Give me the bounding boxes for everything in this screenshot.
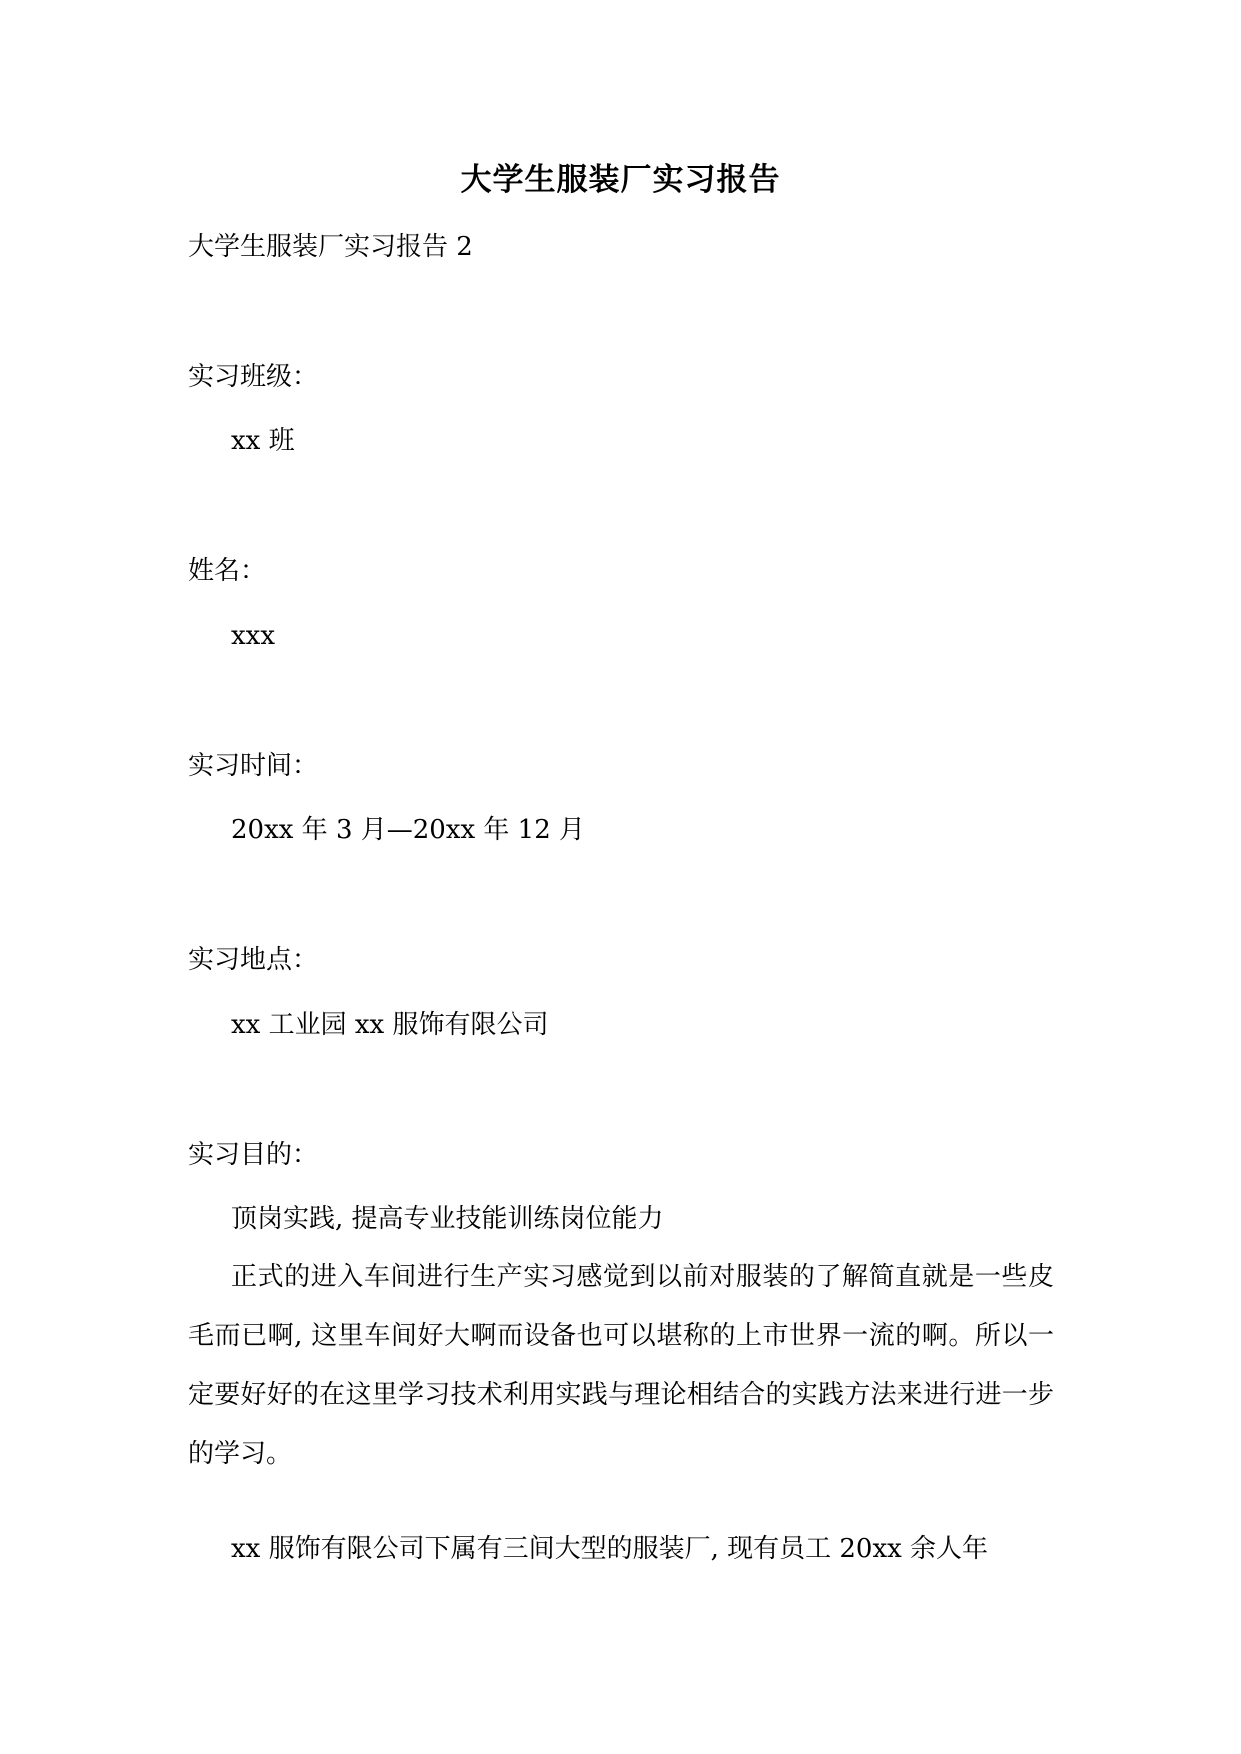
location-label: 实习地点：: [188, 945, 319, 975]
purpose-value: 顶岗实践, 提高专业技能训练岗位能力: [231, 1204, 664, 1234]
document-title: 大学生服装厂实习报告: [460, 162, 781, 198]
body-paragraph-1: 正式的进入车间进行生产实习感觉到以前对服装的了解简直就是一些皮毛而已啊, 这里车间好大啊而设备也可以堪称的上市世界一流的啊。所以一定要好好的在这里学习技术利用实践与理论相结合的实践方法来进行进一步的学习。: [188, 1262, 1054, 1469]
time-label: 实习时间：: [188, 751, 319, 781]
time-value: 20xx 年 3 月—20xx 年 12 月: [231, 815, 586, 845]
class-label: 实习班级：: [188, 362, 319, 392]
location-value: xx 工业园 xx 服饰有限公司: [231, 1010, 549, 1040]
document-subtitle: 大学生服装厂实习报告 2: [188, 232, 473, 262]
name-label: 姓名：: [188, 556, 267, 586]
body-paragraph-2: xx 服饰有限公司下属有三间大型的服装厂, 现有员工 20xx 余人年: [231, 1534, 989, 1564]
class-value: xx 班: [231, 426, 295, 456]
purpose-label: 实习目的：: [188, 1140, 319, 1170]
name-value: xxx: [231, 621, 275, 651]
